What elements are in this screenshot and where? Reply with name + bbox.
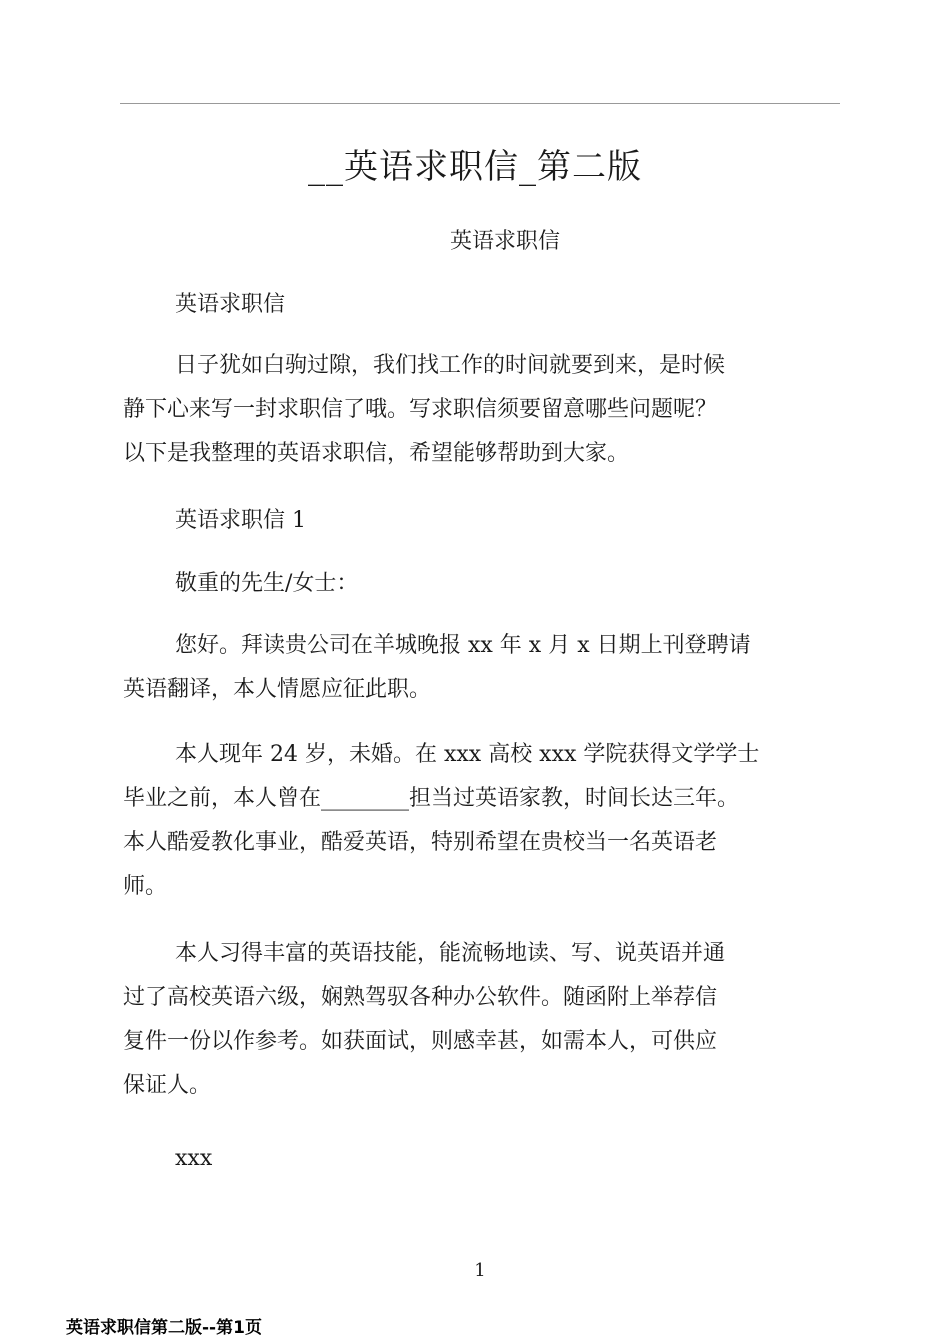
paragraph-line: 您好。拜读贵公司在羊城晚报 xx 年 x 月 x 日期上刊登聘请: [175, 633, 751, 658]
salutation: 敬重的先生/女士：: [175, 571, 359, 596]
paragraph-line: 本人酷爱教化事业，酷爱英语，特别希望在贵校当一名英语老: [123, 830, 718, 855]
salutation-block: [123, 562, 863, 606]
paragraph-line: 毕业之前，本人曾在________担当过英语家教，时间长达三年。: [123, 786, 740, 811]
heading-2-block: [123, 499, 863, 543]
paragraph-line: 以下是我整理的英语求职信，希望能够帮助到大家。: [123, 441, 630, 466]
paragraph-line: 本人现年 24 岁，未婚。在 xxx 高校 xxx 学院获得文学学士: [175, 742, 760, 767]
paragraph-3: [123, 932, 863, 1108]
intro-paragraph: [123, 344, 863, 476]
paragraph-line: 师。: [123, 874, 168, 899]
paragraph-line: 复件一份以作参考。如获面试，则感幸甚，如需本人，可供应: [123, 1029, 718, 1054]
paragraph-line: 本人习得丰富的英语技能，能流畅地读、写、说英语并通: [175, 941, 726, 966]
section-heading: 英语求职信: [175, 292, 286, 317]
page-footer: 英语求职信第二版--第1页: [66, 1318, 262, 1338]
paragraph-line: 英语翻译，本人情愿应征此职。: [123, 677, 432, 702]
paragraph-line: 过了高校英语六级，娴熟驾驭各种办公软件。随函附上举荐信: [123, 985, 718, 1010]
header-rule: [120, 103, 840, 104]
heading-1-block: [123, 283, 863, 327]
paragraph-line: 日子犹如白驹过隙，我们找工作的时间就要到来，是时候: [175, 353, 726, 378]
paragraph-2: [123, 733, 863, 909]
signature-block: [123, 1137, 863, 1181]
paragraph-line: 保证人。: [123, 1073, 212, 1098]
document-subtitle: 英语求职信: [449, 229, 560, 254]
paragraph-line: 静下心来写一封求职信了哦。写求职信须要留意哪些问题呢？: [123, 397, 718, 422]
section-heading: 英语求职信 1: [175, 508, 306, 533]
page-number: 1: [474, 1260, 486, 1281]
signature: xxx: [175, 1146, 213, 1171]
paragraph-1: [123, 624, 863, 712]
document-title: __英语求职信_第二版: [308, 147, 642, 187]
